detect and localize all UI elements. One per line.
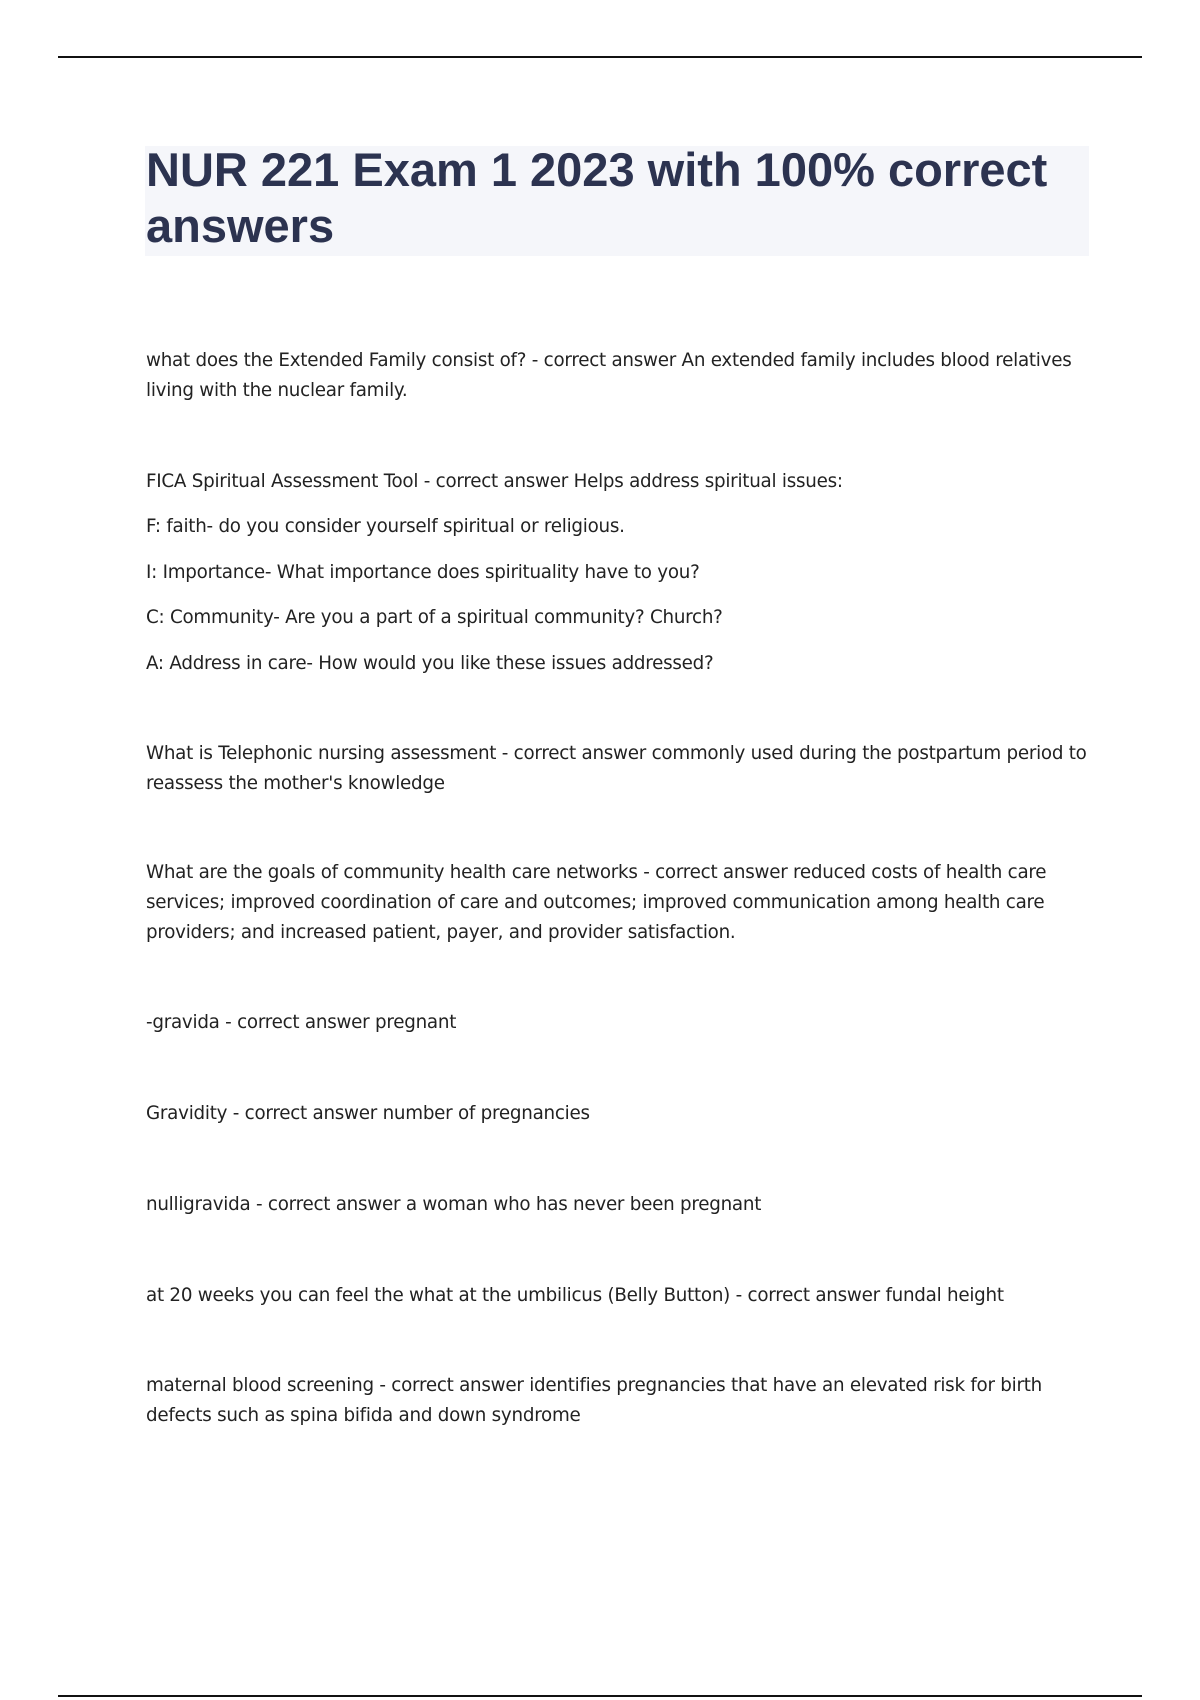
fica-address: A: Address in care- How would you like these issues addressed? bbox=[146, 653, 714, 674]
top-rule bbox=[58, 56, 1142, 58]
qa-fica-tool: FICA Spiritual Assessment Tool - correct answer Helps address spiritual issues: bbox=[146, 471, 843, 492]
qa-maternal-blood-screening: maternal blood screening - correct answer identifies pregnancies that have an elevated risk for birth defects such as spina bifida and down syndrome bbox=[146, 1375, 1043, 1426]
qa-nulligravida: nulligravida - correct answer a woman who has never been pregnant bbox=[146, 1194, 762, 1215]
qa-extended-family: what does the Extended Family consist of? - correct answer An extended family includes blood relatives living with the nuclear family. bbox=[146, 350, 1072, 401]
fica-importance: I: Importance- What importance does spirituality have to you? bbox=[146, 562, 700, 583]
qa-fundal-height: at 20 weeks you can feel the what at the umbilicus (Belly Button) - correct answer fundal height bbox=[146, 1285, 1004, 1306]
qa-telephonic-assessment: What is Telephonic nursing assessment - correct answer commonly used during the postpartum period to reassess the mother's knowledge bbox=[146, 743, 1087, 794]
qa-gravida: -gravida - correct answer pregnant bbox=[146, 1012, 457, 1033]
qa-community-networks: What are the goals of community health care networks - correct answer reduced costs of health care services; improved coordination of care and outcomes; improved communication among health care providers; and increased patient, payer, and provider satisfaction. bbox=[146, 862, 1047, 943]
fica-faith: F: faith- do you consider yourself spiritual or religious. bbox=[146, 516, 625, 537]
fica-community: C: Community- Are you a part of a spiritual community? Church? bbox=[146, 607, 723, 628]
document-title: NUR 221 Exam 1 2023 with 100% correct answers bbox=[146, 143, 1048, 252]
bottom-rule bbox=[58, 1695, 1142, 1697]
qa-gravidity: Gravidity - correct answer number of pregnancies bbox=[146, 1103, 590, 1124]
